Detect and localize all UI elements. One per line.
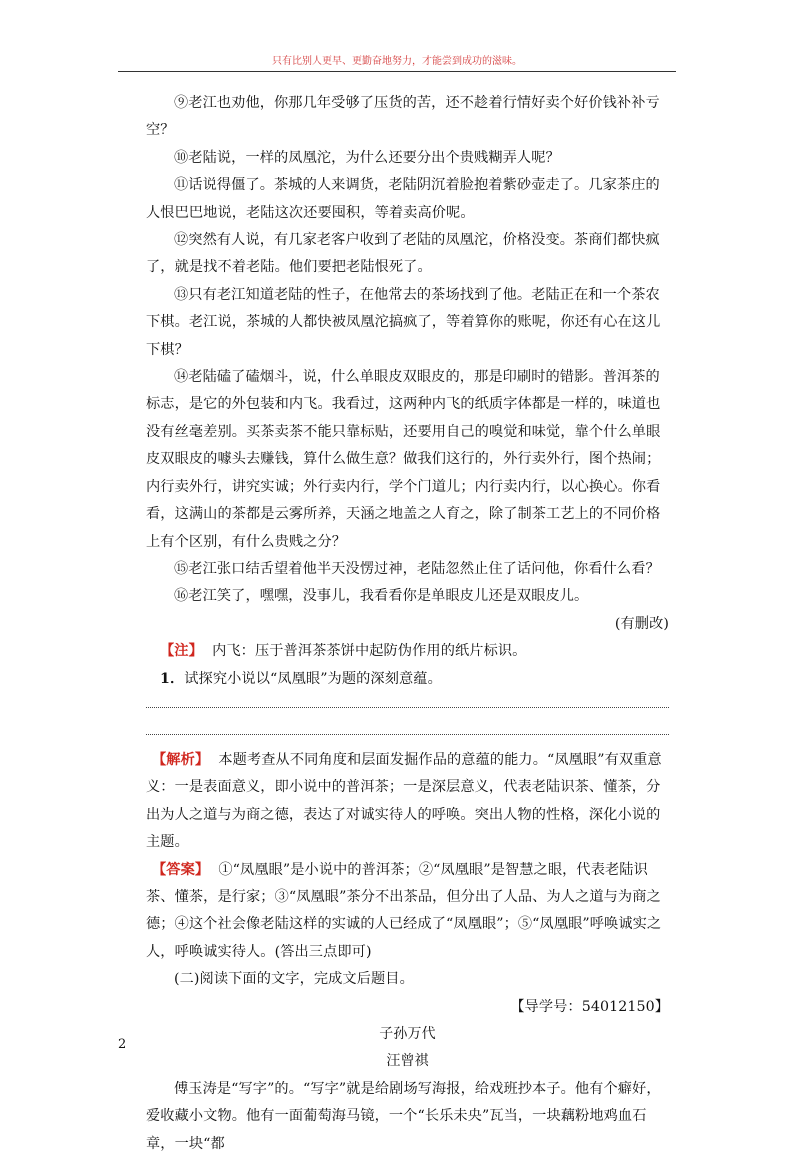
guide-code: 【导学号：54012150】	[510, 998, 669, 1015]
answer-label: 【答案】	[152, 861, 210, 878]
story-paragraph-14: ⑭老陆磕了磕烟斗，说，什么单眼皮双眼皮的，那是印刷时的错影。普洱茶的标志，是它的外包装和内飞。我看过，这两种内飞的纸质字体都是一样的，味道也没有丝毫差别。买茶卖茶不能只靠标贴，还要用自己的嗅觉和味觉，靠个什么单眼皮双眼皮的噱头去赚钱，算什么做生意？做我们这行的，外行卖外行，图个热闹；内行卖外行，讲究实诚；外行卖内行，学个门道儿；内行卖内行，以心换心。你看看，这满山的茶都是云雾所养，天涵之地盖之人育之，除了制茶工艺上的不同价格上有个区别，有什么贵贱之分？	[146, 369, 661, 550]
story-paragraph-15: ⑮老江张口结舌望着他半天没愣过神，老陆忽然止住了话问他，你看什么看？	[174, 560, 660, 577]
page-header-motto: 只有比别人更早、更勤奋地努力，才能尝到成功的滋味。	[272, 56, 522, 67]
answer-line-1	[146, 693, 669, 720]
analysis-text: 本题考查从不同角度和层面发掘作品的意蕴的能力。“凤凰眼”有双重意义：一是表面意义，即小说中的普洱茶；一是深层意义，代表老陆识茶、懂茶，分出为人之道与为商之德，表达了对诚实待人的呼唤。突出人物的性格，深化小说的主题。	[146, 751, 662, 851]
answer-line-2	[146, 720, 669, 747]
story-paragraph-12: ⑫突然有人说，有几家老客户收到了老陆的凤凰沱，价格没变。茶商们都快疯了，就是找不着老陆。他们要把老陆恨死了。	[146, 232, 660, 276]
header-divider	[118, 71, 676, 72]
story-author: 汪曾祺	[386, 1053, 429, 1070]
question-1	[146, 666, 669, 693]
answer-text: ①“凤凰眼”是小说中的普洱茶；②“凤凰眼”是智慧之眼，代表老陆识茶、懂茶，是行家；③“凤凰眼”茶分不出茶品，但分出了人品、为人之道与为商之德；④这个社会像老陆这样的实诚的人已经成了“凤凰眼”；⑤“凤凰眼”呼唤诚实之人，呼唤诚实待人。(答出三点即可)	[146, 861, 662, 960]
document-body	[146, 90, 669, 1158]
page-number: 2	[118, 1037, 127, 1052]
footnote	[146, 638, 669, 665]
story-paragraph-9: ⑨老江也劝他，你那几年受够了压货的苦，还不趁着行情好卖个好价钱补补亏空？	[146, 95, 660, 139]
analysis-block	[146, 747, 669, 857]
story-paragraph-16: ⑯老江笑了，嘿嘿，没事儿，我看看你是单眼皮儿还是双眼皮儿。	[174, 588, 589, 605]
answer-block	[146, 857, 669, 967]
source-note: (有删改)	[614, 615, 669, 632]
story-title: 子孙万代	[379, 1026, 436, 1042]
note-label: 【注】	[160, 643, 203, 660]
story-paragraph-10: ⑩老陆说，一样的凤凰沱，为什么还要分出个贵贱糊弄人呢？	[174, 149, 560, 166]
story-paragraph-13: ⑬只有老江知道老陆的性子，在他常去的茶场找到了他。老陆正在和一个茶农下棋。老江说，茶城的人都快被凤凰沱搞疯了，等着算你的账呢，你还有心在这儿下棋？	[146, 286, 661, 358]
section-2-instruction: (二)阅读下面的文字，完成文后题目。	[174, 971, 414, 988]
story-opening-paragraph: 傅玉涛是“写字”的。“写字”就是给剧场写海报，给戏班抄本子。他有个癖好，爱收藏小文物。他有一面葡萄海马镜，一个“长乐未央”瓦当，一块藕粉地鸡血石章，一块“都	[146, 1080, 661, 1152]
question-number: 1．	[160, 670, 185, 687]
analysis-label: 【解析】	[152, 751, 210, 768]
question-text: 试探究小说以“凤凰眼”为题的深刻意蕴。	[184, 670, 442, 687]
note-text: 内飞：压于普洱茶茶饼中起防伪作用的纸片标识。	[212, 643, 527, 660]
story-paragraph-11: ⑪话说得僵了。茶城的人来调货，老陆阴沉着脸抱着紫砂壶走了。几家茶庄的人恨巴巴地说，老陆这次还要囤积，等着卖高价呢。	[146, 177, 660, 221]
